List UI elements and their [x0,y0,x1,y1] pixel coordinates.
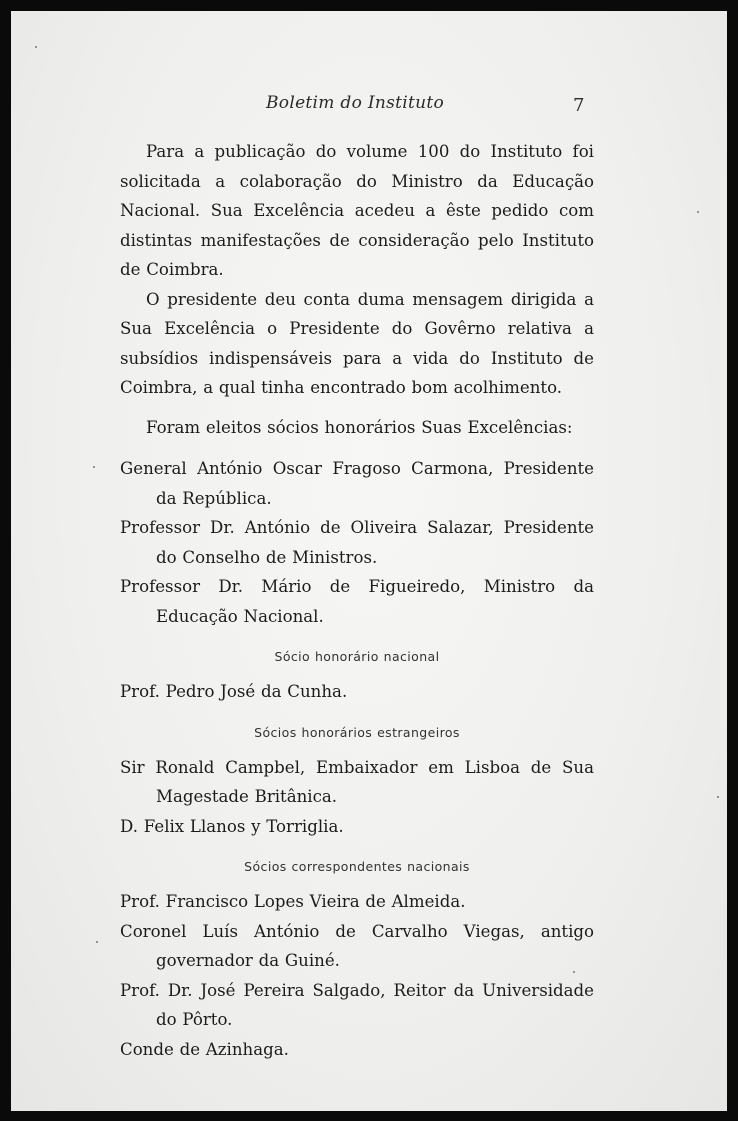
paper-speck [96,941,98,943]
member-entry: Sir Ronald Campbel, Embaixador em Lisboa de Sua Magestade Britânica. [120,757,594,806]
section-foreign-honorary [120,723,594,842]
book-page [11,11,727,1111]
member-entry: Conde de Azinhaga. [120,1039,289,1059]
page-number: 7 [573,95,585,116]
paper-speck [573,971,575,973]
paper-speck [697,211,699,213]
member-entry: Prof. Francisco Lopes Vieira de Almeida. [120,892,466,911]
section-heading: Sócios correspondentes nacionais [244,859,470,874]
member-entry: Prof. Dr. José Pereira Salgado, Reitor da Universidade do Pôrto. [120,980,594,1029]
paragraph: Para a publicação do volume 100 do Instituto foi solicitada a colaboração do Ministro da Educação Nacional. Sua Excelência acedeu a êste pedido com distintas manifestações de consideração pelo Instituto de Coimbra. [120,142,594,279]
paragraph-intro-honorary: Foram eleitos sócios honorários Suas Excelências: [146,417,573,437]
paper-speck [93,466,95,468]
paper-speck [35,46,37,48]
member-entry: D. Felix Llanos y Torriglia. [120,816,344,836]
member-entry: Prof. Pedro José da Cunha. [120,682,348,701]
member-entry: Professor Dr. António de Oliveira Salazar, Presidente do Conselho de Ministros. [120,518,594,567]
paragraph: O presidente deu conta duma mensagem dirigida a Sua Excelência o Presidente do Govêrno relativa a subsídios indispensáveis para a vida do Instituto de Coimbra, a qual tinha encontrado bom acolhimento. [120,289,594,397]
honorary-members-list [120,454,594,631]
page-body [120,137,594,1064]
member-entry: Coronel Luís António de Carvalho Viegas, antigo governador da Guiné. [120,921,594,970]
paper-speck [717,796,719,798]
running-head [11,93,727,119]
member-entry: General António Oscar Fragoso Carmona, Presidente da República. [120,459,594,508]
running-head-title: Boletim do Instituto [266,93,445,113]
section-heading: Sócios honorários estrangeiros [254,724,460,740]
member-entry: Professor Dr. Mário de Figueiredo, Ministro da Educação Nacional. [120,577,594,626]
section-national-correspondents [120,857,594,1064]
section-heading: Sócio honorário nacional [274,649,440,664]
section-national-honorary [120,647,594,707]
